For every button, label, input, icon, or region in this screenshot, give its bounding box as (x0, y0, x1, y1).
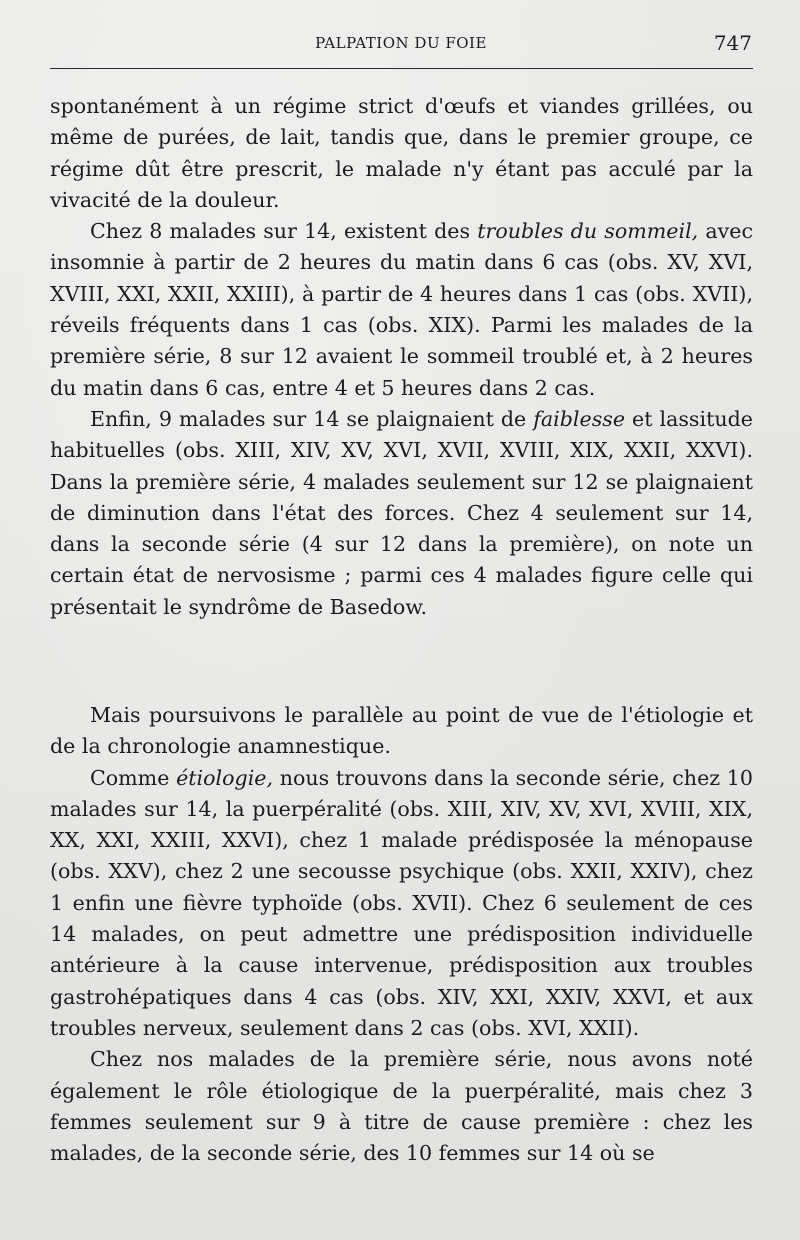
paragraph-text: nous trouvons dans la seconde série, chez 10 malades sur 14, la puerpéralité (obs. XIII, XIV, XV, XVI, XVIII, XIX, XX, XXI, XXIII, XXVI), chez 1 malade prédisposée la ménopause (obs. XXV), chez 2 une secousse psychique (obs. XXII, XXIV), chez 1 enfin une fièvre typhoïde (obs. XVII). Chez 6 seulement de ces 14 malades, on peut admettre une prédisposition individuelle antérieure à la cause intervenue, prédisposition aux troubles gastrohépatiques dans 4 cas (obs. XIV, XXI, XXIV, XXVI, et aux troubles nerveux, seulement dans 2 cas (obs. XVI, XXII). (50, 765, 753, 1040)
text-block-upper (50, 91, 753, 623)
italic-term: étiologie, (176, 765, 274, 790)
text-block-lower (50, 700, 753, 1169)
header-rule (50, 68, 753, 69)
paragraph-text: Chez 8 malades sur 14, existent des (90, 219, 478, 244)
paragraph-parallel: Mais poursuivons le parallèle au point de vue de l'étiologie et de la chronologie anamnestique. (50, 703, 753, 759)
paragraph-text: Enfin, 9 malades sur 14 se plaignaient de (90, 406, 534, 431)
paragraph-first-series: Chez nos malades de la première série, nous avons noté également le rôle étiologique de la puerpéralité, mais chez 3 femmes seulement sur 9 à titre de cause première : chez les malades, de la seconde série, des 10 femmes sur 14 où se (50, 1047, 753, 1166)
paragraph-weakness (50, 404, 753, 623)
running-head (50, 31, 752, 58)
paragraph-text: avec insomnie à partir de 2 heures du matin dans 6 cas (obs. XV, XVI, XVIII, XXI, XXII, XXIII), à partir de 4 heures dans 1 cas (obs. XVII), réveils fréquents dans 1 cas (obs. XIX). Parmi les malades de la première série, 8 sur 12 avaient le sommeil troublé et, à 2 heures du matin dans 6 cas, entre 4 et 5 heures dans 2 cas. (50, 219, 753, 400)
running-title: PALPATION DU FOIE (315, 34, 487, 52)
paragraph-text: et lassitude habituelles (obs. XIII, XIV, XV, XVI, XVII, XVIII, XIX, XXII, XXVI). Dans la première série, 4 malades seulement sur 12 se plaignaient de diminution dans l'état des forces. Chez 4 seulement sur 14, dans la seconde série (4 sur 12 dans la première), on note un certain état de nervosisme ; parmi ces 4 malades figure celle qui présentait le syndrôme de Basedow. (50, 406, 753, 619)
italic-term: troubles du sommeil, (477, 219, 699, 244)
paragraph-etiology (50, 763, 753, 1045)
paragraph-continuation: spontanément à un régime strict d'œufs et viandes grillées, ou même de purées, de lait, tandis que, dans le premier groupe, ce régime dût être prescrit, le malade n'y étant pas acculé par la vivacité de la douleur. (50, 94, 753, 212)
italic-term: faiblesse (533, 406, 626, 431)
paragraph-text: Comme (90, 765, 177, 790)
page-number: 747 (713, 31, 752, 55)
paragraph-sleep (50, 216, 753, 404)
